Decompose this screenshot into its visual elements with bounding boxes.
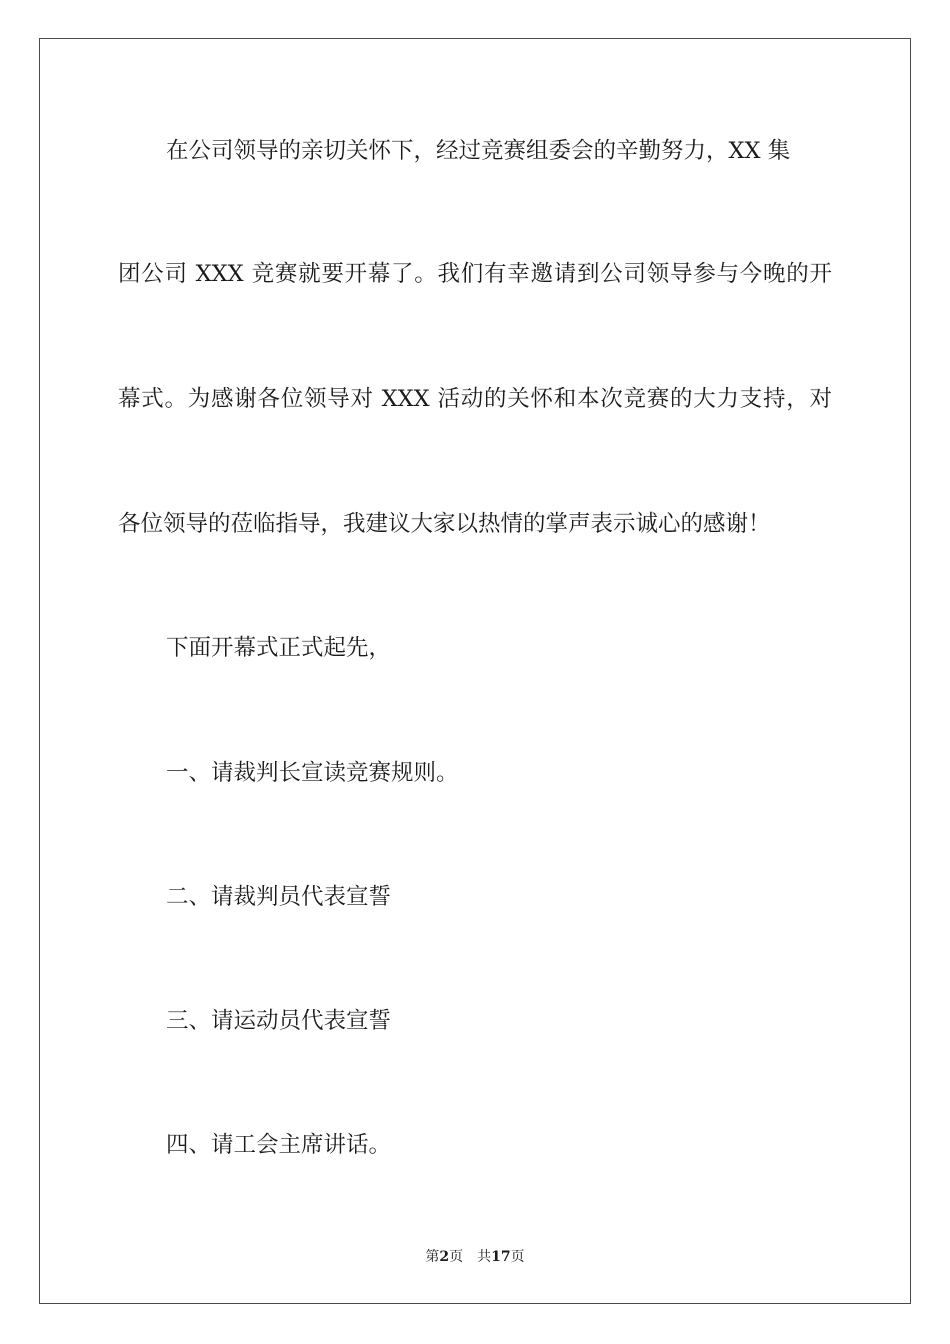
total-unit: 页: [510, 1249, 525, 1265]
current-page-number: 2: [439, 1249, 450, 1265]
page-number-footer: [0, 1248, 950, 1266]
paragraph-line-4: 各位领导的莅临指导，我建议大家以热情的掌声表示诚心的感谢！: [118, 511, 771, 537]
total-page-count: 17: [491, 1249, 511, 1265]
page-frame: [39, 38, 911, 1304]
list-item: 四、请工会主席讲话。: [166, 1132, 392, 1158]
paragraph-line-1: 在公司领导的亲切关怀下，经过竞赛组委会的辛勤努力，XX 集: [166, 138, 791, 164]
paragraph-line-3: 幕式。为感谢各位领导对 XXX 活动的关怀和本次竞赛的大力支持，对: [118, 386, 832, 412]
list-item: 二、请裁判员代表宣誓: [166, 884, 392, 910]
page-unit: 页: [449, 1249, 464, 1265]
list-item: 三、请运动员代表宣誓: [166, 1008, 392, 1034]
list-item: 一、请裁判长宣读竞赛规则。: [166, 760, 459, 786]
total-prefix: 共: [477, 1249, 492, 1265]
page-prefix: 第: [425, 1249, 440, 1265]
opening-line: 下面开幕式正式起先，: [166, 635, 392, 661]
paragraph-line-2: 团公司 XXX 竞赛就要开幕了。我们有幸邀请到公司领导参与今晚的开: [118, 261, 832, 287]
